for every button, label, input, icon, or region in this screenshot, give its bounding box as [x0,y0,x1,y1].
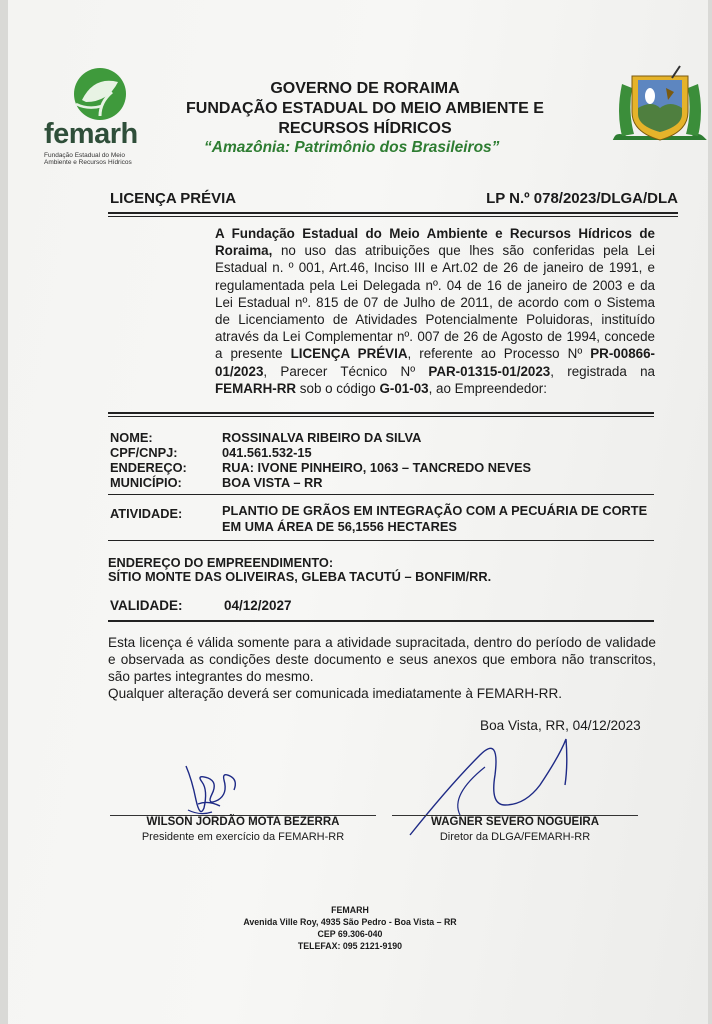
site-address-label: ENDEREÇO DO EMPREENDIMENTO: [108,555,334,570]
address-label: ENDEREÇO: [110,460,187,475]
activity-line-2: EM UMA ÁREA DE 56,1556 HECTARES [222,519,457,534]
document-id-value: 041.561.532-15 [222,445,312,460]
city-label: MUNICÍPIO: [110,475,182,490]
header-government: GOVERNO DE RORAIMA [270,80,460,97]
institution-name: A Fundação Estadual do Meio Ambiente e Recursos Hídricos de Roraima, [215,226,655,259]
activity-code: G-01-03 [379,380,429,396]
address-value: RUA: IVONE PINHEIRO, 1063 – TANCREDO NEVES [222,460,532,475]
place-and-date: Boa Vista, RR, 04/12/2023 [480,718,641,733]
city-value: BOA VISTA – RR [222,475,323,490]
president-name: WILSON JORDÃO MOTA BEZERRA [146,816,340,828]
change-notice: Qualquer alteração deverá ser comunicada imediatamente à FEMARH-RR. [108,686,563,701]
activity-label: ATIVIDADE: [110,506,183,521]
header-motto: “Amazônia: Patrimônio dos Brasileiros” [204,139,500,156]
process-number: PR-00866-01/2023 [215,346,655,379]
validity-divider [108,620,654,622]
footer [200,904,500,952]
document-number: LP N.º 078/2023/DLGA/DLA [486,190,678,207]
preamble-text-5: sob o código [296,380,380,396]
preamble-divider-secondary [108,416,654,417]
preamble-text-6: , ao Empreendedor: [428,380,547,396]
president-role: Presidente em exercício da FEMARH-RR [141,831,345,843]
preamble-text-3: , Parecer Técnico Nº [263,363,429,379]
preamble-divider [108,412,654,414]
preamble-text-1: no uso das atribuições que lhes são conferidas pela Lei Estadual n. º 001, Art.46, Inciso III e Art.02 de 26 de janeiro de 1991, e regulamentada pela Lei Delegada nº. 04 de 16 de janeiro de 2003 e da Lei Estadual nº. 815 de 07 de Julho de 2011, de acordo com o Sistema de Licenciamento de Atividades Potencialmente Poluidoras, instituído através da Lei Complementar nº. 007 de 26 de Agosto de 1994, concede a presente [215,243,655,362]
title-divider [108,212,678,214]
logo-wordmark: femarh [44,118,138,150]
footer-cep: CEP 69.306-040 [317,929,383,939]
info-divider [108,494,654,495]
footer-address: Avenida Ville Roy, 4935 São Pedro - Boa Vista – RR [243,917,457,927]
director-name: WAGNER SEVERO NOGUEIRA [430,816,600,828]
preamble-text-2: , referente ao Processo Nº [407,346,591,362]
activity-line-1: PLANTIO DE GRÃOS EM INTEGRAÇÃO COM A PECUÁRIA DE CORTE [222,503,648,518]
roraima-crest-icon [612,60,708,156]
license-name: LICENÇA PRÉVIA [290,346,408,362]
logo-subtitle: Fundação Estadual do Meio Ambiente e Recursos Hídricos [44,152,132,166]
document-title: LICENÇA PRÉVIA [110,190,237,207]
footer-org: FEMARH [331,905,369,915]
validity-conditions: Esta licença é válida somente para a atividade supracitada, dentro do período de validade e observada as condições deste documento e seus anexos que embora não transcritos, são partes integrantes do mesmo. [108,635,656,685]
validity-label: VALIDADE: [110,598,183,613]
site-address-value: SÍTIO MONTE DAS OLIVEIRAS, GLEBA TACUTÚ – BONFIM/RR. [108,569,492,584]
director-role: Diretor da DLGA/FEMARH-RR [439,831,591,843]
name-label: NOME: [110,430,153,445]
technical-opinion-number: PAR-01315-01/2023 [428,363,551,379]
preamble-text-4: , registrada na [550,363,655,379]
document-id-label: CPF/CNPJ: [110,445,178,460]
validity-date: 04/12/2027 [224,598,292,613]
activity-divider [108,540,654,541]
license-preamble [215,225,655,397]
header-foundation: FUNDAÇÃO ESTADUAL DO MEIO AMBIENTE E [186,100,544,117]
header-foundation-cont: RECURSOS HÍDRICOS [278,120,452,137]
footer-phone: TELEFAX: 095 2121-9190 [297,941,403,951]
title-divider-secondary [108,216,678,217]
registry-name: FEMARH-RR [215,380,297,396]
name-value: ROSSINALVA RIBEIRO DA SILVA [222,430,422,445]
